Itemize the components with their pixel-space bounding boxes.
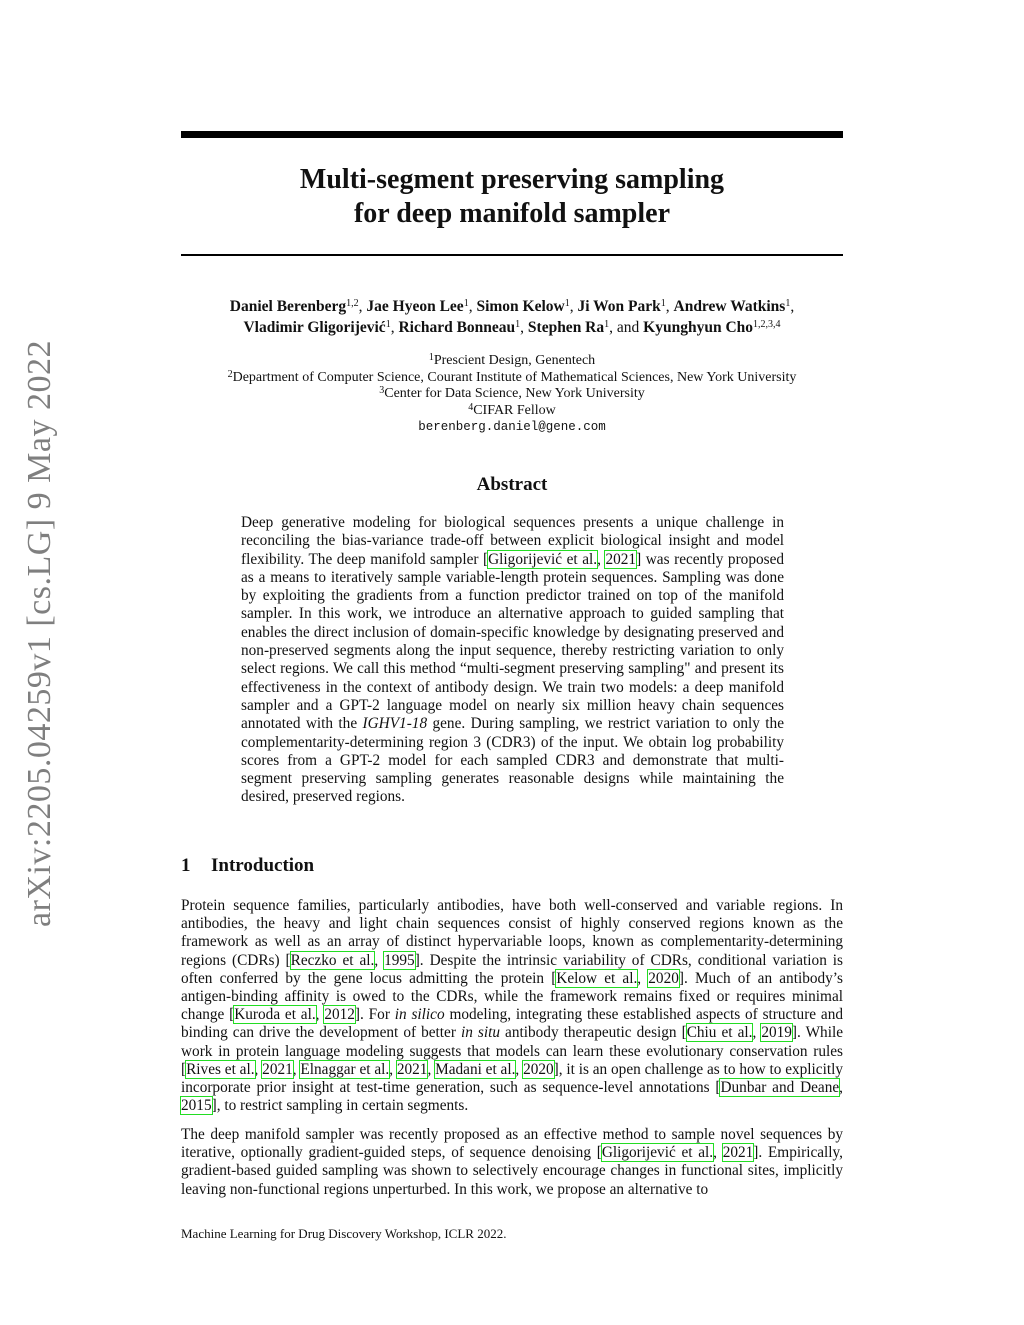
author-affiliation: 1 — [660, 298, 666, 309]
title-rule-bottom — [181, 254, 843, 256]
affiliation-item: $^4$CIFAR Fellow — [468, 401, 556, 418]
citation-link[interactable]: 2021 — [605, 550, 637, 568]
section-heading-introduction — [181, 855, 843, 877]
citation-link[interactable]: Elnaggar et al. — [300, 1060, 390, 1078]
author-name: Simon Kelow — [476, 298, 565, 315]
author-affiliation: 1 — [564, 298, 570, 309]
citation-link[interactable]: 1995 — [384, 951, 415, 969]
section-title: Introduction — [211, 855, 315, 876]
author-affiliation: 1 — [604, 319, 610, 330]
author-name: Andrew Watkins — [673, 298, 786, 315]
author-affiliation: 1 — [385, 319, 391, 330]
author-name: Jae Hyeon Lee — [366, 298, 464, 315]
citation-link[interactable]: Kuroda et al. — [234, 1006, 316, 1024]
section-number: 1 — [181, 855, 191, 876]
author-affiliation: 1 — [463, 298, 469, 309]
author-list — [181, 296, 843, 338]
title-line-1: Multi-segment preserving sampling — [299, 164, 725, 195]
author-and: and — [616, 319, 640, 336]
citation-link[interactable]: Madani et al. — [435, 1060, 516, 1078]
author-name: Stephen Ra — [527, 319, 605, 336]
citation-link[interactable]: 2019 — [761, 1024, 792, 1042]
intro-paragraph-1: Protein sequence families, particularly antibodies, have both well-conserved and variable regions. In antibodies, the heavy and light chain sequences consist of highly conserved regions known as the framework as well as an array of distinct hypervariable loops, known as complementarity-determining regions (CDRs) [Reczko et al., 1995]. Despite the intrinsic variability of CDRs, conditional variation is often conferred by the gene locus admitting the protein [Kelow et al., 2020]. Much of an antibody’s antigen-binding affinity is owed to the CDRs, while the framework remains fixed or requires minimal change [Kuroda et al., 2012]. For in silico modeling, integrating these established aspects of structure and binding can drive the development of better in situ antibody therapeutic design [Chiu et al., 2019]. While work in protein language modeling suggests that models can learn these evolutionary conservation rules [Rives et al., 2021, Elnaggar et al., 2021, Madani et al., 2020], it is an open challenge as to how to explicitly incorporate prior insight at test-time generation, such as sequence-level annotations [Dunbar and Deane, 2015], to restrict sampling in certain segments. — [181, 897, 844, 1115]
arxiv-identifier: arXiv:2205.04259v1 [cs.LG] 9 May 2022 — [21, 340, 58, 927]
intro-paragraph-2: The deep manifold sampler was recently proposed as an effective method to sample novel sequences by iterative, optionally gradient-guided steps, of sequence denoising [Gligorijević et al., 2021]. Empirically, gradient-based guided sampling was shown to selectively encourage changes in functional sites, implicitly leaving non-functional regions unperturbed. In this work, we propose an alternative to — [181, 1126, 843, 1198]
title-rule-top — [181, 131, 843, 138]
citation-link[interactable]: 2021 — [396, 1060, 428, 1078]
title-line-2: for deep manifold sampler — [353, 198, 671, 229]
affiliation-item: $^1$Prescient Design, Genentech — [428, 352, 596, 368]
citation-link[interactable]: Dunbar and Deane — [720, 1079, 840, 1097]
citation-link[interactable]: Gligorijević et al. — [601, 1144, 714, 1162]
abstract-body: Deep generative modeling for biological sequences presents a unique challenge in reconciling the bias-variance trade-off between explicit biological insight and model flexibility. The deep manifold sampler [Gligorijević et al., 2021] was recently proposed as a means to iteratively sample variable-length protein sequences. Sampling was done by exploiting the gradients from a function predictor trained on top of the manifold sampler. In this work, we introduce an alternative approach to guided sampling that enables the direct inclusion of domain-specific knowledge by designating preserved and non-preserved segments along the input sequence, thereby restricting variation to only select regions. We call this method “multi-segment preserving sampling" and present its effectiveness in the context of antibody design. We train two models: a deep manifold sampler and a GPT-2 language model on nearly six million heavy chain sequences annotated with the IGHV1-18 gene. During sampling, we restrict variation to only the complementarity-determining region 3 (CDR3) of the input. We obtain log probability scores from a GPT-2 model for each sampled CDR3 and demonstrate that multi-segment preserving sampling generates reasonable designs while maintaining the desired, preserved regions. — [241, 514, 785, 806]
citation-link[interactable]: 2020 — [648, 969, 679, 987]
citation-link[interactable]: Reczko et al. — [290, 951, 375, 969]
page-footer: Machine Learning for Drug Discovery Workshop, ICLR 2022. — [181, 1226, 507, 1241]
author-affiliation: 1 — [515, 319, 521, 330]
citation-link[interactable]: 2015 — [181, 1097, 212, 1115]
gene-name: IGHV1-18 — [362, 715, 428, 733]
author-name: Kyunghyun Cho — [643, 319, 754, 336]
abstract-heading: Abstract — [476, 474, 548, 495]
author-name: Ji Won Park — [577, 298, 661, 315]
author-name: Daniel Berenberg — [229, 298, 347, 315]
author-affiliation: 1 — [785, 298, 791, 309]
citation-link[interactable]: Rives et al. — [186, 1060, 255, 1078]
citation-link[interactable]: 2021 — [722, 1144, 754, 1162]
author-affiliation: 1,2,3,4 — [753, 319, 781, 330]
author-name: Richard Bonneau — [398, 319, 516, 336]
author-affiliation: 1,2 — [346, 298, 359, 309]
author-line-1: Daniel Berenberg$^{1,2}$, Jae Hyeon Lee$^1$, Simon Kelow$^1$, Ji Won Park$^1$, Andrew Watkins$^1$, — [229, 298, 795, 315]
citation-link[interactable]: 2021 — [262, 1060, 293, 1078]
affiliation-item: $^3$Center for Data Science, New York University — [379, 385, 645, 401]
paper-title — [181, 163, 843, 231]
citation-link[interactable]: Kelow et al. — [556, 969, 638, 987]
affiliation-list — [181, 353, 843, 436]
citation-link[interactable]: Gligorijević et al. — [488, 550, 598, 568]
citation-link[interactable]: Chiu et al. — [686, 1024, 753, 1042]
contact-email[interactable]: berenberg.daniel@gene.com — [418, 420, 606, 434]
citation-link[interactable]: 2012 — [324, 1006, 355, 1024]
author-line-2: Vladimir Gligorijević$^1$, Richard Bonneau$^1$, Stephen Ra$^1$, and Kyunghyun Cho$^{1,2,3,4}$ — [243, 319, 781, 336]
affiliation-item: $^2$Department of Computer Science, Courant Institute of Mathematical Sciences, New York University — [227, 368, 797, 385]
citation-link[interactable]: 2020 — [523, 1060, 554, 1078]
author-name: Vladimir Gligorijević — [243, 319, 386, 336]
